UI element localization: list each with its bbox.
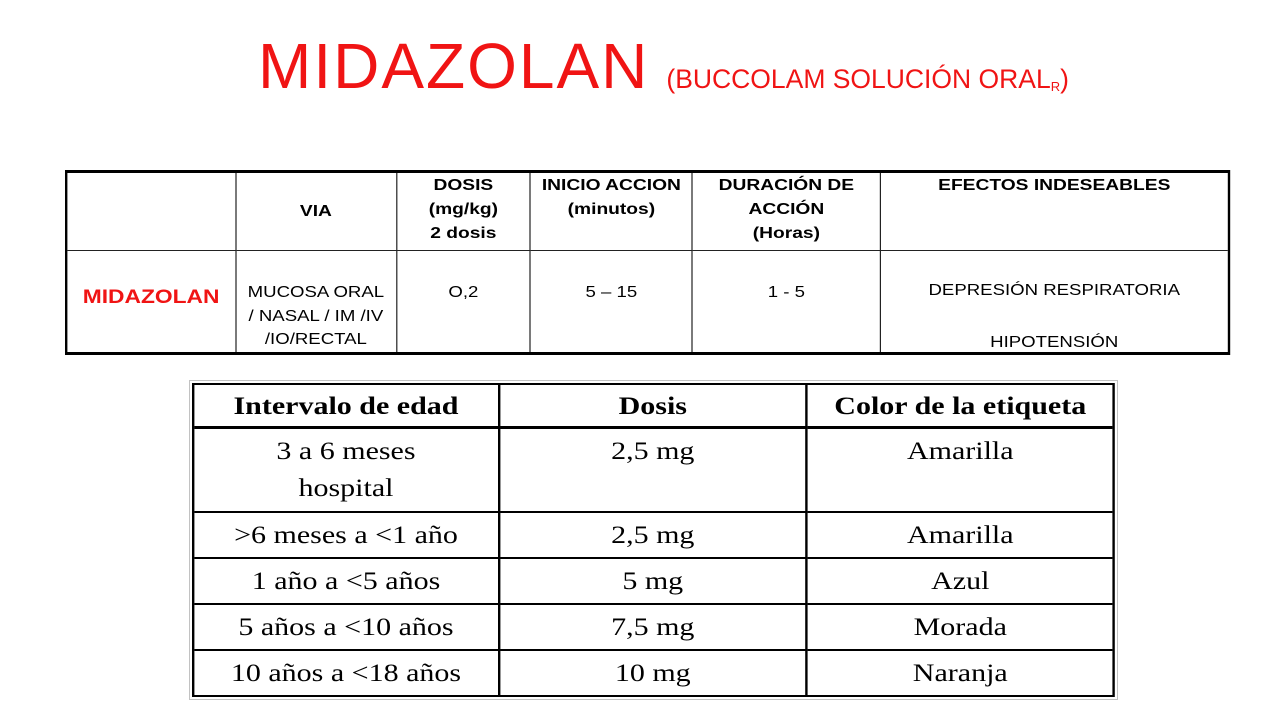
cell-dose: 2,5 mg bbox=[500, 429, 808, 513]
cell-age-range: 1 año a <5 años bbox=[194, 559, 500, 605]
cell-dose: 2,5 mg bbox=[500, 513, 808, 559]
header-dose: Dosis bbox=[500, 385, 808, 429]
title-closing-paren: ) bbox=[1060, 64, 1069, 94]
header-duration: DURACIÓN DE ACCIÓN (Horas) bbox=[693, 173, 881, 251]
header-route: VIA bbox=[236, 173, 397, 251]
header-label-color: Color de la etiqueta bbox=[808, 385, 1113, 429]
cell-age-range: 3 a 6 meses hospital bbox=[194, 429, 500, 513]
cell-age-range: 10 años a <18 años bbox=[194, 651, 500, 695]
header-onset: INICIO ACCION (minutos) bbox=[531, 173, 693, 251]
cell-dose: 10 mg bbox=[500, 651, 808, 695]
cell-route: MUCOSA ORAL / NASAL / IM /IV /IO/RECTAL bbox=[236, 251, 397, 352]
drug-summary-table bbox=[65, 170, 1230, 355]
cell-onset: 5 – 15 bbox=[531, 251, 693, 352]
cell-label-color: Amarilla bbox=[808, 513, 1113, 559]
adverse-effect-item: HIPOTENSIÓN bbox=[990, 334, 1119, 351]
cell-label-color: Naranja bbox=[912, 660, 1008, 687]
slide-title bbox=[258, 30, 1069, 102]
cell-dose: 7,5 mg bbox=[500, 605, 808, 651]
title-drug-name: MIDAZOLAN bbox=[258, 30, 650, 102]
header-dose: DOSIS (mg/kg) 2 dosis bbox=[397, 173, 531, 251]
cell-adverse-effects bbox=[881, 251, 1228, 352]
cell-age-range: 5 años a <10 años bbox=[194, 605, 500, 651]
title-registered-subscript: R bbox=[1050, 79, 1061, 94]
cell-duration: 1 - 5 bbox=[693, 251, 881, 352]
cell-label-color: Amarilla bbox=[808, 429, 1113, 513]
cell-drug-name: MIDAZOLAN bbox=[67, 251, 236, 352]
header-adverse-effects: EFECTOS INDESEABLES bbox=[881, 173, 1228, 251]
cell-age-range: >6 meses a <1 año bbox=[194, 513, 500, 559]
cell-label-color: Azul bbox=[808, 559, 1113, 605]
cell-dose: O,2 bbox=[397, 251, 531, 352]
header-age-range: Intervalo de edad bbox=[194, 385, 500, 429]
title-brand-subtitle: (BUCCOLAM SOLUCIÓN ORAL bbox=[666, 64, 1051, 94]
header-empty-cell bbox=[67, 173, 236, 251]
cell-label-color: Morada bbox=[808, 605, 1113, 651]
cell-dose: 5 mg bbox=[500, 559, 808, 605]
adverse-effect-item: DEPRESIÓN RESPIRATORIA bbox=[928, 282, 1181, 299]
age-dose-table bbox=[192, 383, 1115, 697]
